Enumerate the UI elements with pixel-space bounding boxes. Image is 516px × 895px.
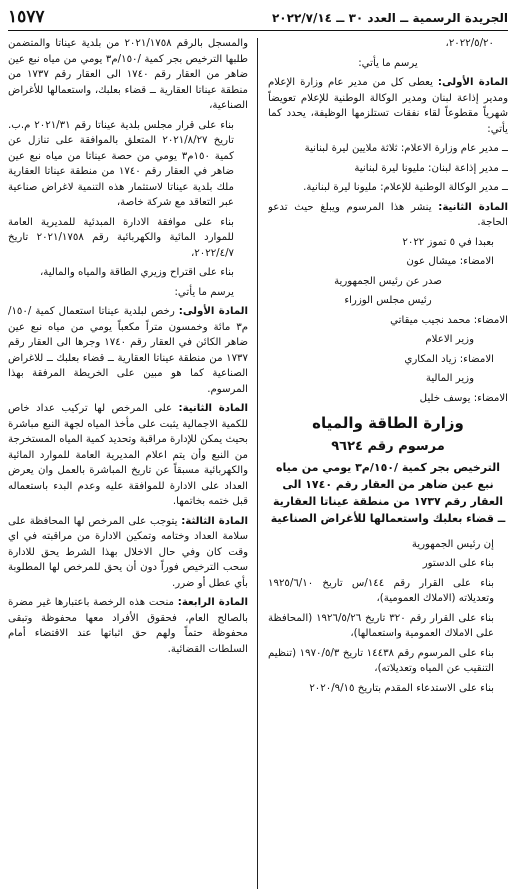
article-2 (268, 200, 508, 231)
list-item: ــ مدير الوكالة الوطنية للإعلام: مليونا ليرة لبنانية. (303, 182, 508, 193)
signatory-title: وزير المالية (425, 373, 474, 384)
list-item: ــ مدير عام وزارة الاعلام: ثلاثة ملايين ليرة لبنانية (304, 143, 508, 154)
preamble-line: بناء على القرار رقم ١٤٤/س تاريخ ١٩٢٥/٦/١٠ وتعديلاته (الاملاك العمومية)، (268, 577, 494, 605)
article-1-label: المادة الأولى: (178, 306, 248, 317)
article-2-label: المادة الثانية: (438, 201, 508, 213)
issued-by: صدر عن رئيس الجمهورية (334, 275, 442, 287)
preamble-line: بناء على الدستور (422, 558, 494, 570)
preamble-paragraph: بناء على موافقة الادارة المبدئية للمديرية العامة للموارد المائية والكهربائية رقم ٢٠٢١/١٧٥٨ تاريخ ٢٠٢٢/٤/٧، (8, 216, 234, 259)
page-number: ١٥٧٧ (8, 7, 45, 28)
decree-title: الترخيص بجر كمية /١٥٠/م٣ يومي من مياه نبع عين ضاهر من العقار رقم ١٧٤٠ الى العقار رقم ١٧٣٧ من منطقة عيناتا العقارية ــ قضاء بعلبك واستعمالها للأغراض الصناعية (270, 460, 506, 525)
article-1 (8, 304, 248, 397)
ministry-heading: وزارة الطاقة والمياه (312, 414, 464, 432)
left-column (8, 36, 248, 889)
column-divider (257, 38, 258, 889)
date-line: ٢٠٢٢/٥/٢٠، (445, 38, 494, 49)
decree-number: مرسوم رقم ٩٦٢٤ (331, 438, 445, 454)
preamble-line: إن رئيس الجمهورية (411, 538, 494, 550)
article-2 (8, 401, 248, 510)
signature-pm: الامضاء: محمد نجيب ميقاتي (390, 314, 508, 326)
signing-place-date: بعبدا في ٥ تموز ٢٠٢٢ (402, 236, 494, 248)
right-column (268, 36, 508, 889)
article-4 (8, 595, 248, 657)
signature-finance-minister: الامضاء: يوسف خليل (419, 392, 508, 404)
decree-clause: يرسم ما يأتي: (358, 57, 418, 69)
article-1-text: يعطى كل من مدير عام وزارة الإعلام ومدير إذاعة لبنان ومدير الوكالة الوطنية للإعلام تعويضاً شهرياً مقطوعاً لقاء نفقات تستلزمها الوظيفة، يحدد كما يأتي: (268, 77, 508, 135)
preamble-paragraph: بناء على اقتراح وزيري الطاقة والمياه والمالية، (39, 267, 234, 278)
article-3-label: المادة الثالثة: (181, 515, 248, 527)
list-item: ــ مدير إذاعة لبنان: مليونا ليرة لبنانية (354, 162, 508, 174)
preamble-paragraph: والمسجل بالرقم ٢٠٢١/١٧٥٨ من بلدية عيناتا والمتضمن طلبها الترخيص بجر كمية /١٥٠/م٣ يومي من مياه نبع عين ضاهر من العقار رقم ١٧٤٠ الى العقار رقم ١٧٣٧ من منطقة عيناتا العقارية ــ قضاء بعلبك، واستعمالها للأغراض الصناعية، (8, 38, 248, 111)
header-rule (8, 30, 508, 31)
preamble-line: بناء على القرار رقم ٣٢٠ تاريخ ١٩٢٦/٥/٢٦ (المحافظة على الاملاك العمومية واستعمالها)، (268, 612, 495, 640)
page-header (8, 7, 508, 29)
preamble-line: بناء على المرسوم رقم ١٤٤٣٨ تاريخ ١٩٧٠/٥/٣ (تنظيم التنقيب عن المياه وتعديلاته)، (268, 647, 494, 675)
article-2-text: على المرخص لها تركيب عداد خاص للكمية الاجمالية يثبت على مأخذ المياه لجهة النبع مباشرة بحيث يمكن للإدارة مراقبة وتحديد كمية المياه المستخرجة من النبع وأن يتم اعلام المديرية العامة للموارد المائية والكهربائية مسبقاً عن تاريخ المباشرة بالعمل وان يعرض العداد على الادارة للموافقة عليه وعدم البدء باستعماله قبل ختمه بخاتمها. (8, 403, 248, 507)
article-4-label: المادة الرابعة: (177, 597, 248, 608)
signatory-title: وزير الاعلام (425, 334, 474, 345)
signature-president: الامضاء: ميشال عون (406, 256, 494, 267)
article-1-text: رخص لبلدية عيناتا استعمال كمية /١٥٠/م٣ مائة وخمسون متراً مكعباً يومي من مياه نبع عين ضاهر الكائن في العقار رقم ١٧٤٠ وجرها الى العقار رقم ١٧٣٧ من منطقة عيناتا العقارية ــ قضاء بعلبك ــ للاغراض الصناعية كما هو مبين على الخريطة المرفقة بهذا المرسوم. (8, 306, 248, 395)
decree-clause: يرسم ما يأتي: (174, 286, 234, 298)
gazette-title: الجريدة الرسمية ــ العدد ٣٠ ــ ٢٠٢٢/٧/١٤ (271, 10, 508, 25)
article-4-text: منحت هذه الرخصة باعتبارها غير مضرة بالصالح العام، فحقوق الأفراد معها محفوظة وتبقى محفوظة حتماً ولهم حق اثباتها عند الاقتضاء أمام السلطات القضائية. (8, 597, 248, 655)
signatory-title: رئيس مجلس الوزراء (344, 295, 432, 306)
article-3-text: يتوجب على المرخص لها المحافظة على سلامة العداد وختامه وتمكين الادارة من مراقبته في اي وقت كان وفي حال الاخلال بهذا الشرط يحق للادارة سحب الترخيص فوراً دون أن يحق للمرخص لها المطلوبة بأي عطل أو ضرر. (8, 515, 248, 589)
preamble-line: بناء على الاستدعاء المقدم بتاريخ ٢٠٢٠/٩/١٥ (309, 682, 494, 694)
article-1 (268, 75, 508, 137)
signature-info-minister: الامضاء: زياد المكاري (404, 353, 494, 365)
article-2-label: المادة الثانية: (178, 403, 248, 414)
article-2-text: ينشر هذا المرسوم ويبلغ حيث تدعو الحاجة. (268, 201, 508, 228)
article-1-label: المادة الأولى: (437, 77, 508, 88)
preamble-paragraph: بناء على قرار مجلس بلدية عيناتا رقم ٢٠٢١/٣١ م.ب. تاريخ ٢٠٢١/٨/٢٧ المتعلق بالموافقة على تنازل عن كمية ١٥٠م٣ يومي من حصة عيناتا من مياه نبع عين ضاهر في العقار رقم ١٧٤٠ من منطقة عيناتا العقارية ملك بلدية عيناتا لاستثمار هذه التنمية لاغراض صناعية عبر التعاقد مع شركة خاصة، (8, 119, 235, 208)
article-3 (8, 514, 248, 592)
